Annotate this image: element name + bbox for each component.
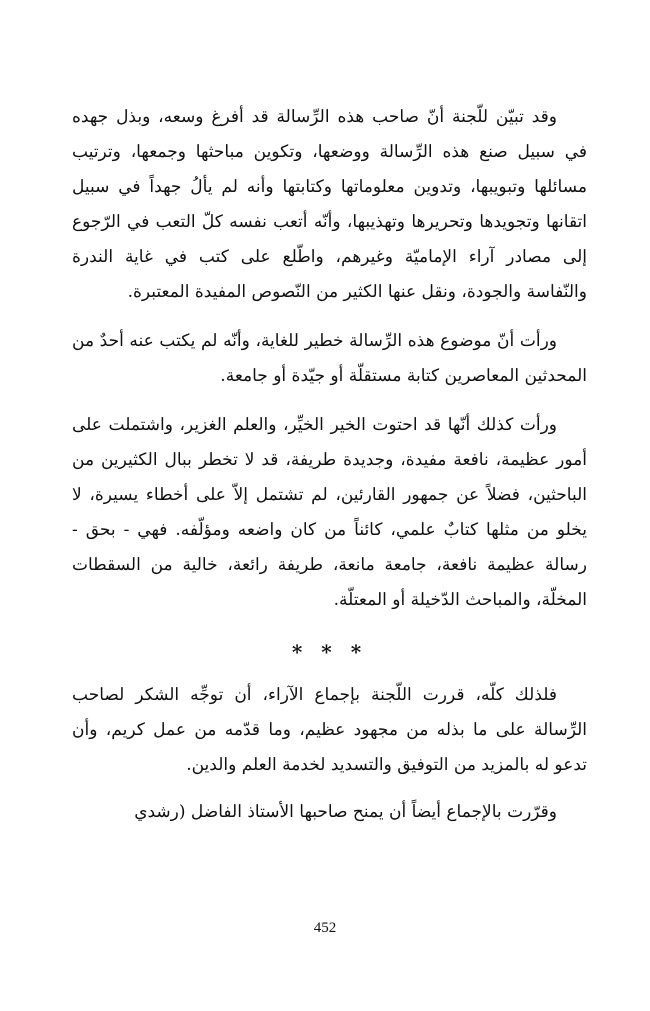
paragraph-committee-findings: وقد تبيّن للّجنة أنّ صاحب هذه الرِّسالة قد أفرغ وسعه، وبذل جهده في سبيل صنع هذه الرِّسالة ووضعها، وتكوين مباحثها وجمعها، وترتيب مسائلها وتبويبها، وتدوين معلوماتها وكتابتها وأنه لم يألُ جهداً في سبيل اتقانها وتجويدها وتحريرها وتهذيبها، وأنّه أتعب نفسه كلّ التعب في الرّجوع إلى مصادر آراء الإماميّة وغيرهم، واطّلع على كتب في غاية الندرة والنّفاسة والجودة، ونقل عنها الكثير من النّصوص المفيدة المعتبرة. <box>72 107 587 302</box>
paragraph-decision-award: وقرّرت بالإجماع أيضاً أن يمنح صاحبها الأستاذ الفاضل (رشدي <box>134 802 557 822</box>
paragraph-content-value: ورأت كذلك أنّها قد احتوت الخير الخيِّر، والعلم الغزير، واشتملت على أمور عظيمة، نافعة مفيدة، وجديدة طريفة، قد لا تخطر ببال الكثيرين من الباحثين، فضلاً عن جمهور القارئين، لم تشتمل إلاّ على أخطاء يسيرة، لا يخلو من مثلها كتابٌ علمي، كائناً من كان واضعه ومؤلّفه. فهي - بحق - رسالة عظيمة نافعة، جامعة مانعة، طريفة رائعة، خالية من السقطات المخلّة، والمباحث الدّخيلة أو المعتلّة. <box>72 415 587 610</box>
paragraph-topic-importance: ورأت أنّ موضوع هذه الرِّسالة خطير للغاية، وأنّه لم يكتب عنه أحدٌ من المحدثين المعاصرين كتابة مستقلّة أو جيّدة أو جامعة. <box>72 331 587 386</box>
page-number: 452 <box>313 920 337 936</box>
page-body <box>72 100 587 830</box>
section-separator: * * * <box>291 640 368 664</box>
paragraph-decision-thanks: فلذلك كلّه، قررت اللّجنة بإجماع الآراء، أن توجِّه الشكر لصاحب الرِّسالة على ما بذله من مجهود عظيم، وما قدّمه من عمل كريم، وأن تدعو له بالمزيد من التوفيق والتسديد لخدمة العلم والدين. <box>72 685 587 775</box>
